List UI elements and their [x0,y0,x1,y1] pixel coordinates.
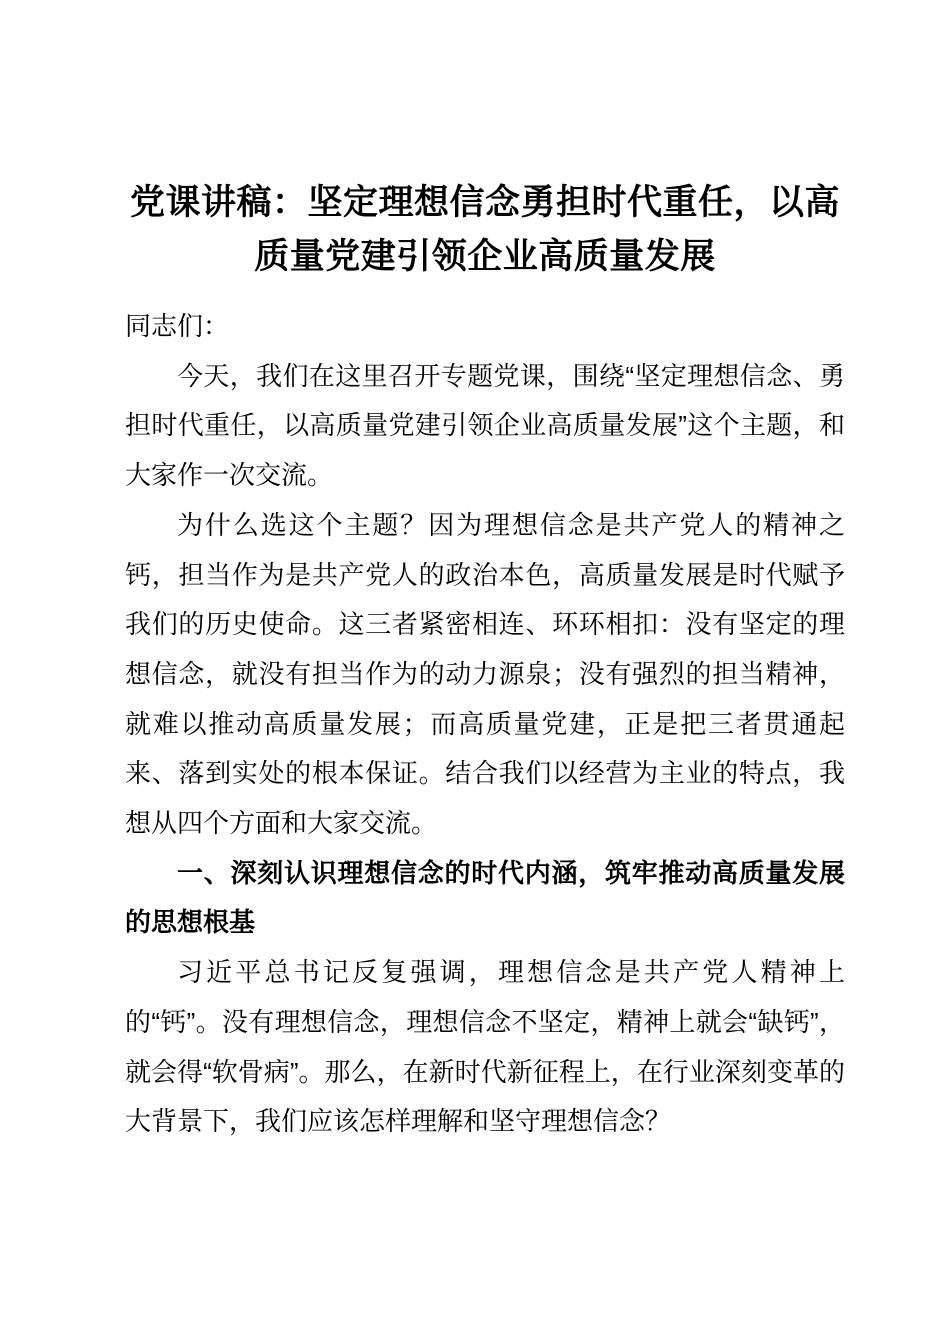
document-title: 党课讲稿：坚定理想信念勇担时代重任，以高质量党建引领企业高质量发展 [129,183,840,276]
theme-rationale-paragraph: 为什么选这个主题？因为理想信念是共产党人的精神之钙，担当作为是共产党人的政治本色，高质量发展是时代赋予我们的历史使命。这三者紧密相连、环环相扣：没有坚定的理想信念，就没有担当作为的动力源泉；没有强烈的担当精神，就难以推动高质量发展；而高质量党建，正是把三者贯通起来、落到实处的根本保证。结合我们以经营为主业的特点，我想从四个方面和大家交流。 [125,509,845,839]
intro-paragraph: 今天，我们在这里召开专题党课，围绕“坚定理想信念、勇担时代重任，以高质量党建引领企业高质量发展”这个主题，和大家作一次交流。 [125,360,845,491]
salutation-line: 同志们： [125,311,230,341]
ideals-belief-paragraph: 习近平总书记反复强调，理想信念是共产党人精神上的“钙”。没有理想信念，理想信念不坚定，精神上就会“缺钙”，就会得“软骨病”。那么，在新时代新征程上，在行业深刻变革的大背景下，我们应该怎样理解和坚守理想信念？ [125,957,845,1137]
section-one-heading: 一、深刻认识理想信念的时代内涵，筑牢推动高质量发展的思想根基 [125,857,845,938]
